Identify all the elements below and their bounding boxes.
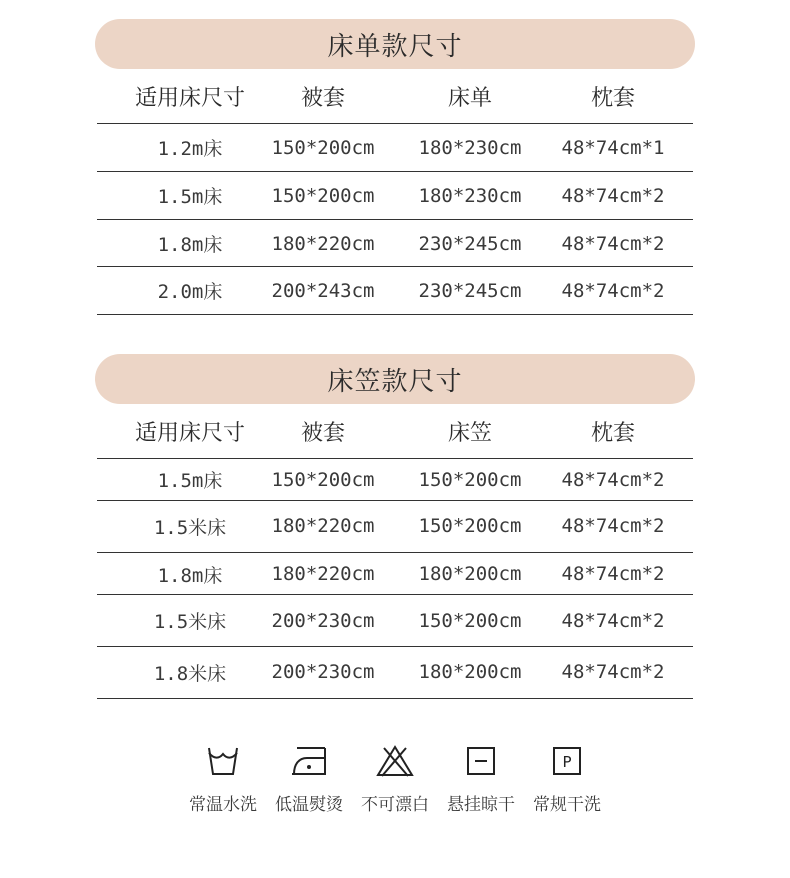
- cell-bed-size: 2.0m床: [157, 281, 223, 303]
- iron-icon: [289, 744, 329, 778]
- cell-bed-size: 1.2m床: [157, 138, 223, 160]
- table-row: [97, 553, 693, 595]
- table-row: [97, 267, 693, 314]
- fitted-size-section: [95, 354, 695, 685]
- table-row: [97, 647, 693, 697]
- care-item-hang-dry: [441, 744, 521, 815]
- cell-duvet: 180*220cm: [271, 515, 375, 537]
- care-label: 常温水洗: [189, 795, 257, 815]
- cell-duvet: 150*200cm: [271, 136, 375, 159]
- fitted-section-title: 床笠款尺寸: [95, 354, 695, 404]
- cell-sheet: 230*245cm: [418, 279, 522, 302]
- care-item-iron: [269, 744, 349, 815]
- care-label: 低温熨烫: [275, 795, 343, 815]
- table-header-row: [97, 69, 693, 123]
- cell-bed-size: 1.5米床: [153, 516, 227, 539]
- care-instructions: [183, 744, 613, 824]
- cell-pillowcase: 48*74cm*2: [561, 184, 665, 207]
- table-row: [97, 459, 693, 500]
- cell-bed-size: 1.8米床: [153, 662, 227, 685]
- cell-sheet: 180*230cm: [418, 136, 522, 159]
- header-pillowcase: 枕套: [590, 420, 635, 446]
- cell-fitted-sheet: 180*200cm: [418, 661, 522, 683]
- cell-duvet: 150*200cm: [271, 468, 375, 491]
- cell-duvet: 180*220cm: [271, 563, 375, 585]
- cell-fitted-sheet: 150*200cm: [418, 609, 522, 632]
- cell-pillowcase: 48*74cm*2: [561, 279, 665, 302]
- cell-pillowcase: 48*74cm*2: [561, 232, 665, 255]
- cell-pillowcase: 48*74cm*2: [561, 468, 665, 491]
- table-divider: [97, 314, 693, 315]
- cell-fitted-sheet: 150*200cm: [418, 468, 522, 491]
- cell-bed-size: 1.8m床: [157, 564, 223, 587]
- cell-sheet: 180*230cm: [418, 184, 522, 207]
- table-row: [97, 595, 693, 646]
- cell-duvet: 200*243cm: [271, 279, 375, 302]
- table-header-row: [97, 404, 693, 458]
- cell-duvet: 200*230cm: [271, 661, 375, 683]
- table-row: [97, 124, 693, 171]
- header-sheet: 床单: [447, 85, 492, 111]
- wash-tub-icon: [205, 744, 241, 778]
- cell-pillowcase: 48*74cm*1: [561, 136, 665, 159]
- cell-bed-size: 1.5m床: [157, 470, 223, 492]
- table-row: [97, 220, 693, 267]
- header-fitted-sheet: 床笠: [447, 420, 492, 446]
- cell-duvet: 200*230cm: [271, 609, 375, 632]
- cell-bed-size: 1.5m床: [157, 186, 223, 208]
- header-bed-size: 适用床尺寸: [134, 85, 245, 111]
- cell-bed-size: 1.8m床: [157, 234, 223, 256]
- care-item-no-bleach: [355, 744, 435, 815]
- care-label: 悬挂晾干: [447, 795, 515, 815]
- cell-fitted-sheet: 150*200cm: [418, 515, 522, 537]
- header-duvet: 被套: [300, 420, 345, 446]
- cell-duvet: 180*220cm: [271, 232, 375, 255]
- care-label: 常规干洗: [533, 795, 601, 815]
- table-row: [97, 172, 693, 219]
- svg-text:P: P: [562, 753, 572, 771]
- table-row: [97, 501, 693, 551]
- table-divider: [97, 698, 693, 699]
- hang-dry-icon: [464, 744, 498, 778]
- cell-pillowcase: 48*74cm*2: [561, 609, 665, 632]
- cell-pillowcase: 48*74cm*2: [561, 515, 665, 537]
- header-bed-size: 适用床尺寸: [134, 420, 245, 446]
- cell-pillowcase: 48*74cm*2: [561, 661, 665, 683]
- care-label: 不可漂白: [361, 795, 429, 815]
- sheet-section-title: 床单款尺寸: [95, 19, 695, 69]
- sheet-size-section: [95, 19, 695, 303]
- cell-bed-size: 1.5米床: [153, 611, 227, 633]
- header-duvet: 被套: [300, 85, 345, 111]
- care-item-dry-clean: [527, 744, 607, 815]
- cell-fitted-sheet: 180*200cm: [418, 563, 522, 585]
- cell-pillowcase: 48*74cm*2: [561, 563, 665, 585]
- care-item-wash: [183, 744, 263, 815]
- no-bleach-icon: [375, 744, 415, 778]
- cell-sheet: 230*245cm: [418, 232, 522, 255]
- dry-clean-icon: [550, 744, 584, 778]
- cell-duvet: 150*200cm: [271, 184, 375, 207]
- header-pillowcase: 枕套: [590, 85, 635, 111]
